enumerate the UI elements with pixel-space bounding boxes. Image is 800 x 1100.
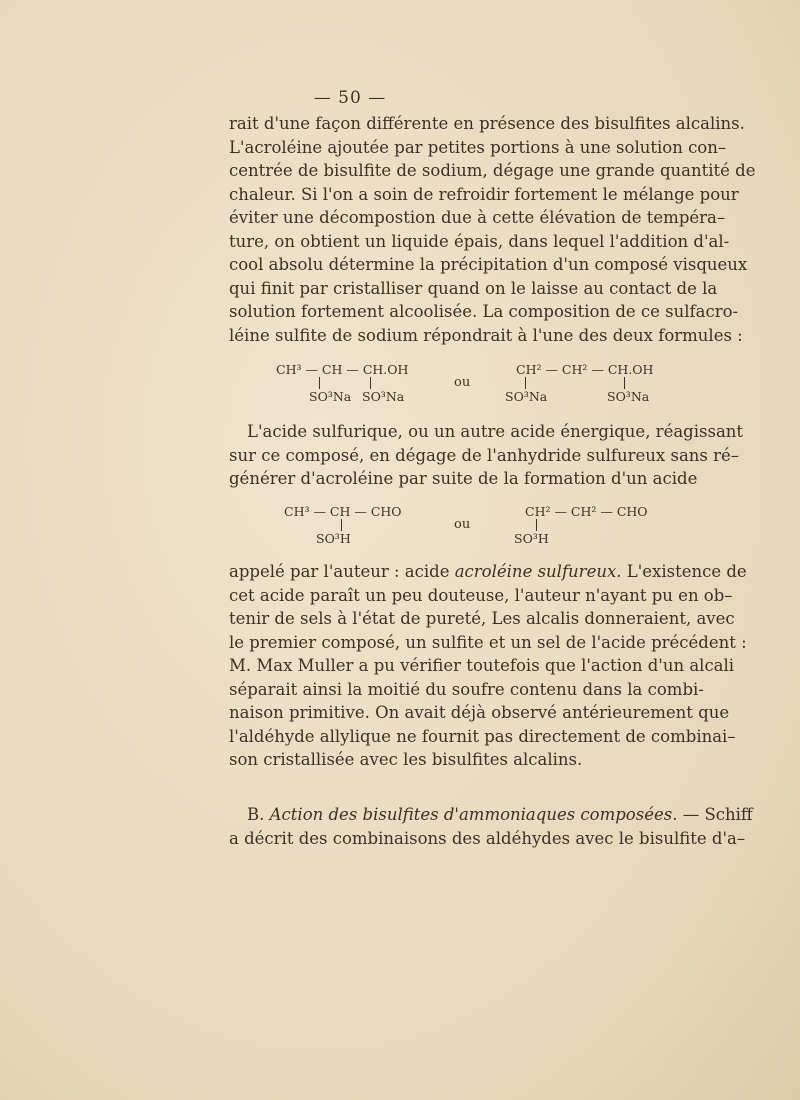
paragraph-2 xyxy=(229,420,744,491)
text-line: sur ce composé, en dégage de l'anhydride sulfureux sans ré– xyxy=(229,445,740,465)
bond-line xyxy=(341,519,342,531)
text-line: chaleur. Si l'on a soin de refroidir fortement le mélange pour xyxy=(229,184,739,204)
bond-line xyxy=(319,377,320,389)
formula-2-right-sub: SO³H xyxy=(514,531,549,546)
text-line: rait d'une façon différente en présence des bisulfites alcalins. xyxy=(229,114,745,133)
formula-1-left-sub-b: SO³Na xyxy=(362,389,405,404)
paragraph-4 xyxy=(229,803,753,850)
text-line: solution fortement alcoolisée. La composition de ce sulfacro- xyxy=(229,302,739,321)
formula-2-left-top: CH³ — CH — CHO xyxy=(284,504,402,519)
text-line: éviter une décompostion due à cette élévation de tempéra– xyxy=(229,208,726,227)
formula-1-or: ou xyxy=(454,375,471,390)
text-line xyxy=(229,803,753,827)
text-line: qui finit par cristalliser quand on le laisse au contact de la xyxy=(229,278,718,298)
text-line: L'acroléine ajoutée par petites portions à une solution con– xyxy=(229,137,727,157)
text-line: centrée de bisulfite de sodium, dégage une grande quantité de xyxy=(229,161,756,180)
page-number: — 50 — xyxy=(313,88,387,108)
text-line: naison primitive. On avait déjà observé antérieurement que xyxy=(229,703,730,722)
text-run: appelé par l'auteur : acide xyxy=(229,562,455,581)
text-line: léine sulfite de sodium répondrait à l'une des deux formules : xyxy=(229,325,743,345)
text-line: générer d'acroléine par suite de la formation d'un acide xyxy=(229,469,698,488)
text-run: — Schiff xyxy=(677,805,753,824)
text-line: son cristallisée avec les bisulfites alcalins. xyxy=(229,750,583,769)
text-line: a décrit des combinaisons des aldéhydes avec le bisulfite d'a– xyxy=(229,828,746,848)
formula-2-left-sub: SO³H xyxy=(316,531,351,546)
text-line: L'acide sulfurique, ou un autre acide énergique, réagissant xyxy=(247,422,744,441)
formula-1-right-sub-a: SO³Na xyxy=(505,389,548,404)
bond-line xyxy=(370,377,371,389)
bond-line xyxy=(536,519,537,531)
text-run: L'existence de xyxy=(621,562,747,581)
bond-line xyxy=(525,377,526,389)
text-line: cool absolu détermine la précipitation d'un composé visqueux xyxy=(229,255,748,274)
paragraph-1 xyxy=(229,112,756,347)
formula-1-right-sub-b: SO³Na xyxy=(607,389,650,404)
formula-1 xyxy=(276,364,676,404)
formula-1-left-top: CH³ — CH — CH.OH xyxy=(276,362,409,377)
text-line: l'aldéhyde allylique ne fournit pas directement de combinai– xyxy=(229,726,736,746)
text-line: le premier composé, un sulfite et un sel de l'acide précédent : xyxy=(229,632,747,652)
formula-1-right-top: CH² — CH² — CH.OH xyxy=(516,362,654,377)
bond-line xyxy=(624,377,625,389)
text-run: B. xyxy=(247,805,270,824)
formula-1-left-sub-a: SO³Na xyxy=(309,389,352,404)
formula-2 xyxy=(284,506,684,546)
text-line: ture, on obtient un liquide épais, dans lequel l'addition d'al- xyxy=(229,231,730,251)
text-line: cet acide paraît un peu douteuse, l'auteur n'ayant pu en ob– xyxy=(229,585,733,605)
italic-heading: Action des bisulfites d'ammoniaques composées. xyxy=(269,805,678,824)
formula-2-right-top: CH² — CH² — CHO xyxy=(525,504,648,519)
text-line xyxy=(229,560,747,584)
text-line: séparait ainsi la moitié du soufre contenu dans la combi- xyxy=(229,679,704,699)
italic-term: acroléine sulfureux. xyxy=(454,562,622,581)
text-line: M. Max Muller a pu vérifier toutefois que l'action d'un alcali xyxy=(229,656,735,675)
text-line: tenir de sels à l'état de pureté, Les alcalis donneraient, avec xyxy=(229,609,735,628)
paragraph-3 xyxy=(229,560,747,772)
formula-2-or: ou xyxy=(454,517,471,532)
